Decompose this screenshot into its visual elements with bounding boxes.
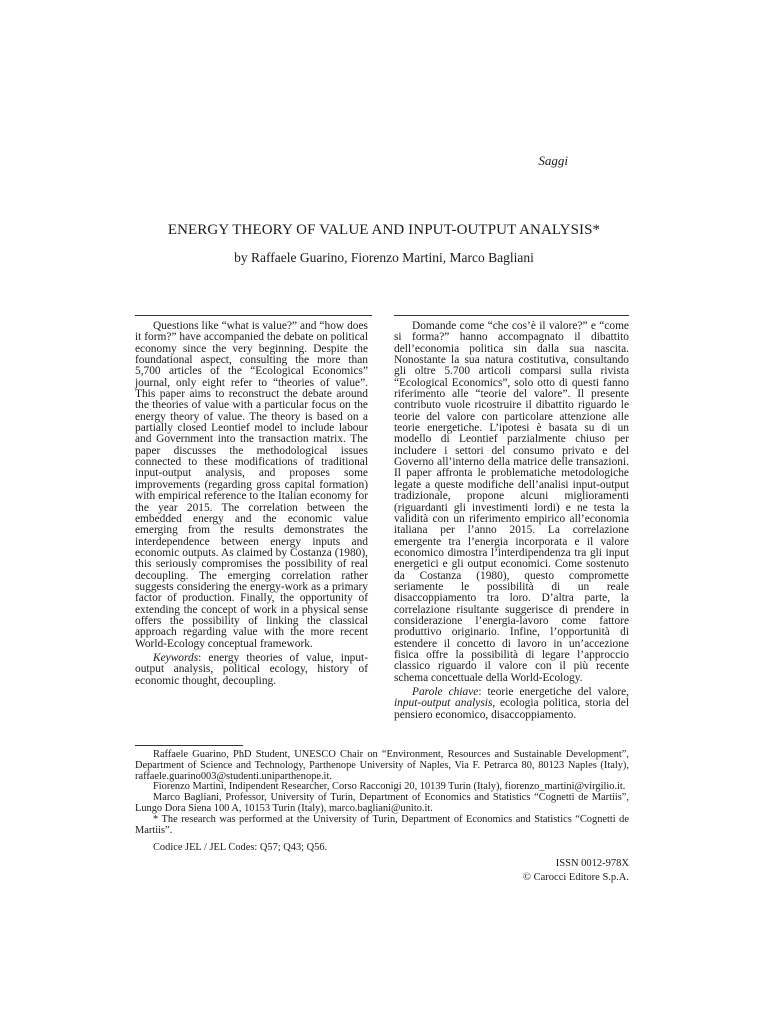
footnote-rule: [135, 745, 243, 746]
article-authors: by Raffaele Guarino, Fiorenzo Martini, Marco Bagliani: [234, 250, 534, 265]
parole-chiave-pre: : teorie energetiche del valore,: [478, 686, 629, 698]
parole-chiave-label: Parole chiave: [412, 686, 479, 698]
keywords-list: : energy theories of value, input-output analysis, political ecology, history of economic thought, decoupling.: [135, 651, 368, 687]
article-title: ENERGY THEORY OF VALUE AND INPUT-OUTPUT ANALYSIS*: [167, 222, 601, 238]
abstract-en-body: Questions like “what is value?” and “how does it form?” have accompanied the debate on political economy since the very beginning. Despite the foundational aspect, consulting the more than 5,700 articles of the “Ecological Economics” journal, only eight refer to “theories of value”. This paper aims to reconstruct the debate around the theories of value with a particular focus on the energy theory of value. The theory is based on a partially closed Leontief model to include labour and Government into the transaction matrix. The paper discusses the methodological issues connected to these modifications of traditional input-output analysis, and proposes some improvements (regarding gross capital formation) with empirical reference to the Italian economy for the year 2015. The correlation between the embedded energy and the economic value emerging from the results demonstrates the interdependence between energy inputs and economic outputs. As claimed by Costanza (1980), this seriously compromises the possibility of real decoupling. The emerging correlation rather suggests considering the energy-work as a primary factor of production. Finally, the opportunity of extending the concept of work in a physical sense offers the possibility of linking the classical approach regarding value with the more recent World-Ecology conceptual framework.: [135, 320, 368, 650]
section-label: Saggi: [538, 153, 568, 168]
abstract-it-keywords: [394, 687, 629, 721]
keywords-label: Keywords: [153, 651, 199, 664]
abstract-en-keywords: [135, 653, 368, 687]
footnotes: [135, 750, 629, 854]
publisher: © Carocci Editore S.p.A.: [523, 872, 629, 883]
abstract-it-body: Domande come “che cos’è il valore?” e “come si forma?” hanno accompagnato il dibattito dell’economia politica sin dalla sua nascita. Nonostante la sua natura costitutiva, consultando gli oltre 5.700 articoli comparsi sulla rivista “Ecological Economics”, solo otto di questi fanno riferimento alle “teorie del valore”. Il presente contributo vuole ricostruire il dibattito riguardo le teorie del valore con particolare attenzione alle teorie energetiche. L’ipotesi è basata su di un modello di Leontief parzialmente chiuso per includere i settori del consumo privato e del Governo all’interno della matrice delle transazioni. Il paper affronta le problematiche metodologiche legate a queste modifiche dell’analisi input-output tradizionale, propone alcuni miglioramenti (riguardanti gli investimenti lordi) e ne testa la validità con un riferimento empirico all’economia italiana per l’anno 2015. La correlazione emergente tra l’energia incorporata e il valore economico dimostra l’interdipendenza tra gli input energetici e gli output economici. Come sostenuto da Costanza (1980), questo compromette seriamente le possibilità di un reale disaccoppiamento tra loro. D’altra parte, la correlazione risultante suggerisce di prendere in considerazione l’energia-lavoro come fattore produttivo originario. Infine, l’opportunità di estendere il concetto di lavoro in un’accezione fisica offre la possibilità di legare l’approccio classico riguardo il valore con il più recente schema concettuale della World-Ecology.: [394, 320, 629, 684]
jel-codes: Codice JEL / JEL Codes: Q57; Q43; Q56.: [153, 842, 328, 854]
parole-chiave-italic: input-output analysis: [394, 697, 493, 710]
abstract-italian: [394, 321, 629, 721]
publication-info: [523, 857, 629, 885]
issn: ISSN 0012-978X: [555, 858, 629, 869]
abstract-it-rule: [394, 315, 629, 316]
footnote-guarino: Raffaele Guarino, PhD Student, UNESCO Chair on “Environment, Resources and Sustainable Development”, Department of Science and Technology, Parthenope University of Naples, Via F. Petrarca 80, 80123 Naples (Italy), raffaele.guarino003@studenti.uniparthenope.it.: [135, 749, 629, 782]
parole-chiave-post: , ecologia politica, storia del pensiero economico, disaccoppiamento.: [394, 697, 629, 721]
footnote-bagliani: Marco Bagliani, Professor, University of Turin, Department of Economics and Statistics “Cognetti de Martiis”, Lungo Dora Siena 100 A, 10153 Turin (Italy), marco.bagliani@unito.it.: [135, 792, 629, 814]
abstract-english: [135, 321, 368, 687]
footnote-research: * The research was performed at the University of Turin, Department of Economics and Statistics “Cognetti de Martiis”.: [135, 813, 629, 836]
abstract-en-rule: [135, 315, 372, 316]
footnote-martini: Fiorenzo Martini, Indipendent Researcher, Corso Racconigi 20, 10139 Turin (Italy), fiorenzo_martini@virgilio.it.: [153, 781, 626, 793]
